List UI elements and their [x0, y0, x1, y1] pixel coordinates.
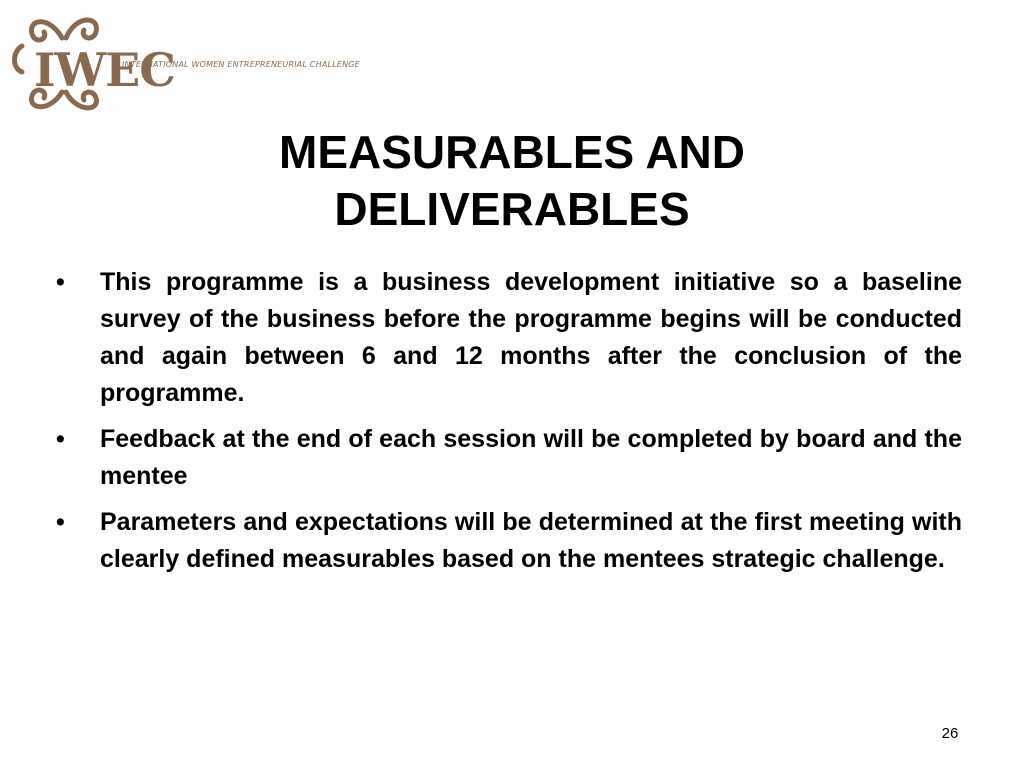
bullet-marker: •	[56, 508, 65, 536]
iwec-logo	[10, 8, 360, 118]
bullet-text: Parameters and expectations will be determined at the first meeting with clearly defined measurables based on the mentees strategic challenge.	[100, 508, 962, 573]
bullet-text: This programme is a business development initiative so a baseline survey of the business before the programme begins will be conducted and again between 6 and 12 months after the conclusion of the programme.	[100, 268, 962, 407]
bullet-text: Feedback at the end of each session will be completed by board and the mentee	[100, 425, 962, 490]
bullet-list	[56, 264, 962, 587]
svg-text:IWEC: IWEC	[34, 43, 175, 97]
bullet-marker: •	[56, 268, 65, 296]
page-number: 26	[941, 725, 959, 742]
bullet-item-baseline-survey	[56, 264, 962, 412]
bullet-item-parameters	[56, 504, 962, 578]
svg-text:INTERNATIONAL WOMEN ENTREPRENE: INTERNATIONAL WOMEN ENTREPRENEURIAL CHALLENGE	[122, 60, 360, 69]
bullet-item-feedback	[56, 421, 962, 495]
iwec-logo-graphic	[10, 8, 360, 118]
slide-title: MEASURABLES AND DELIVERABLES	[279, 126, 745, 235]
bullet-marker: •	[56, 425, 65, 453]
